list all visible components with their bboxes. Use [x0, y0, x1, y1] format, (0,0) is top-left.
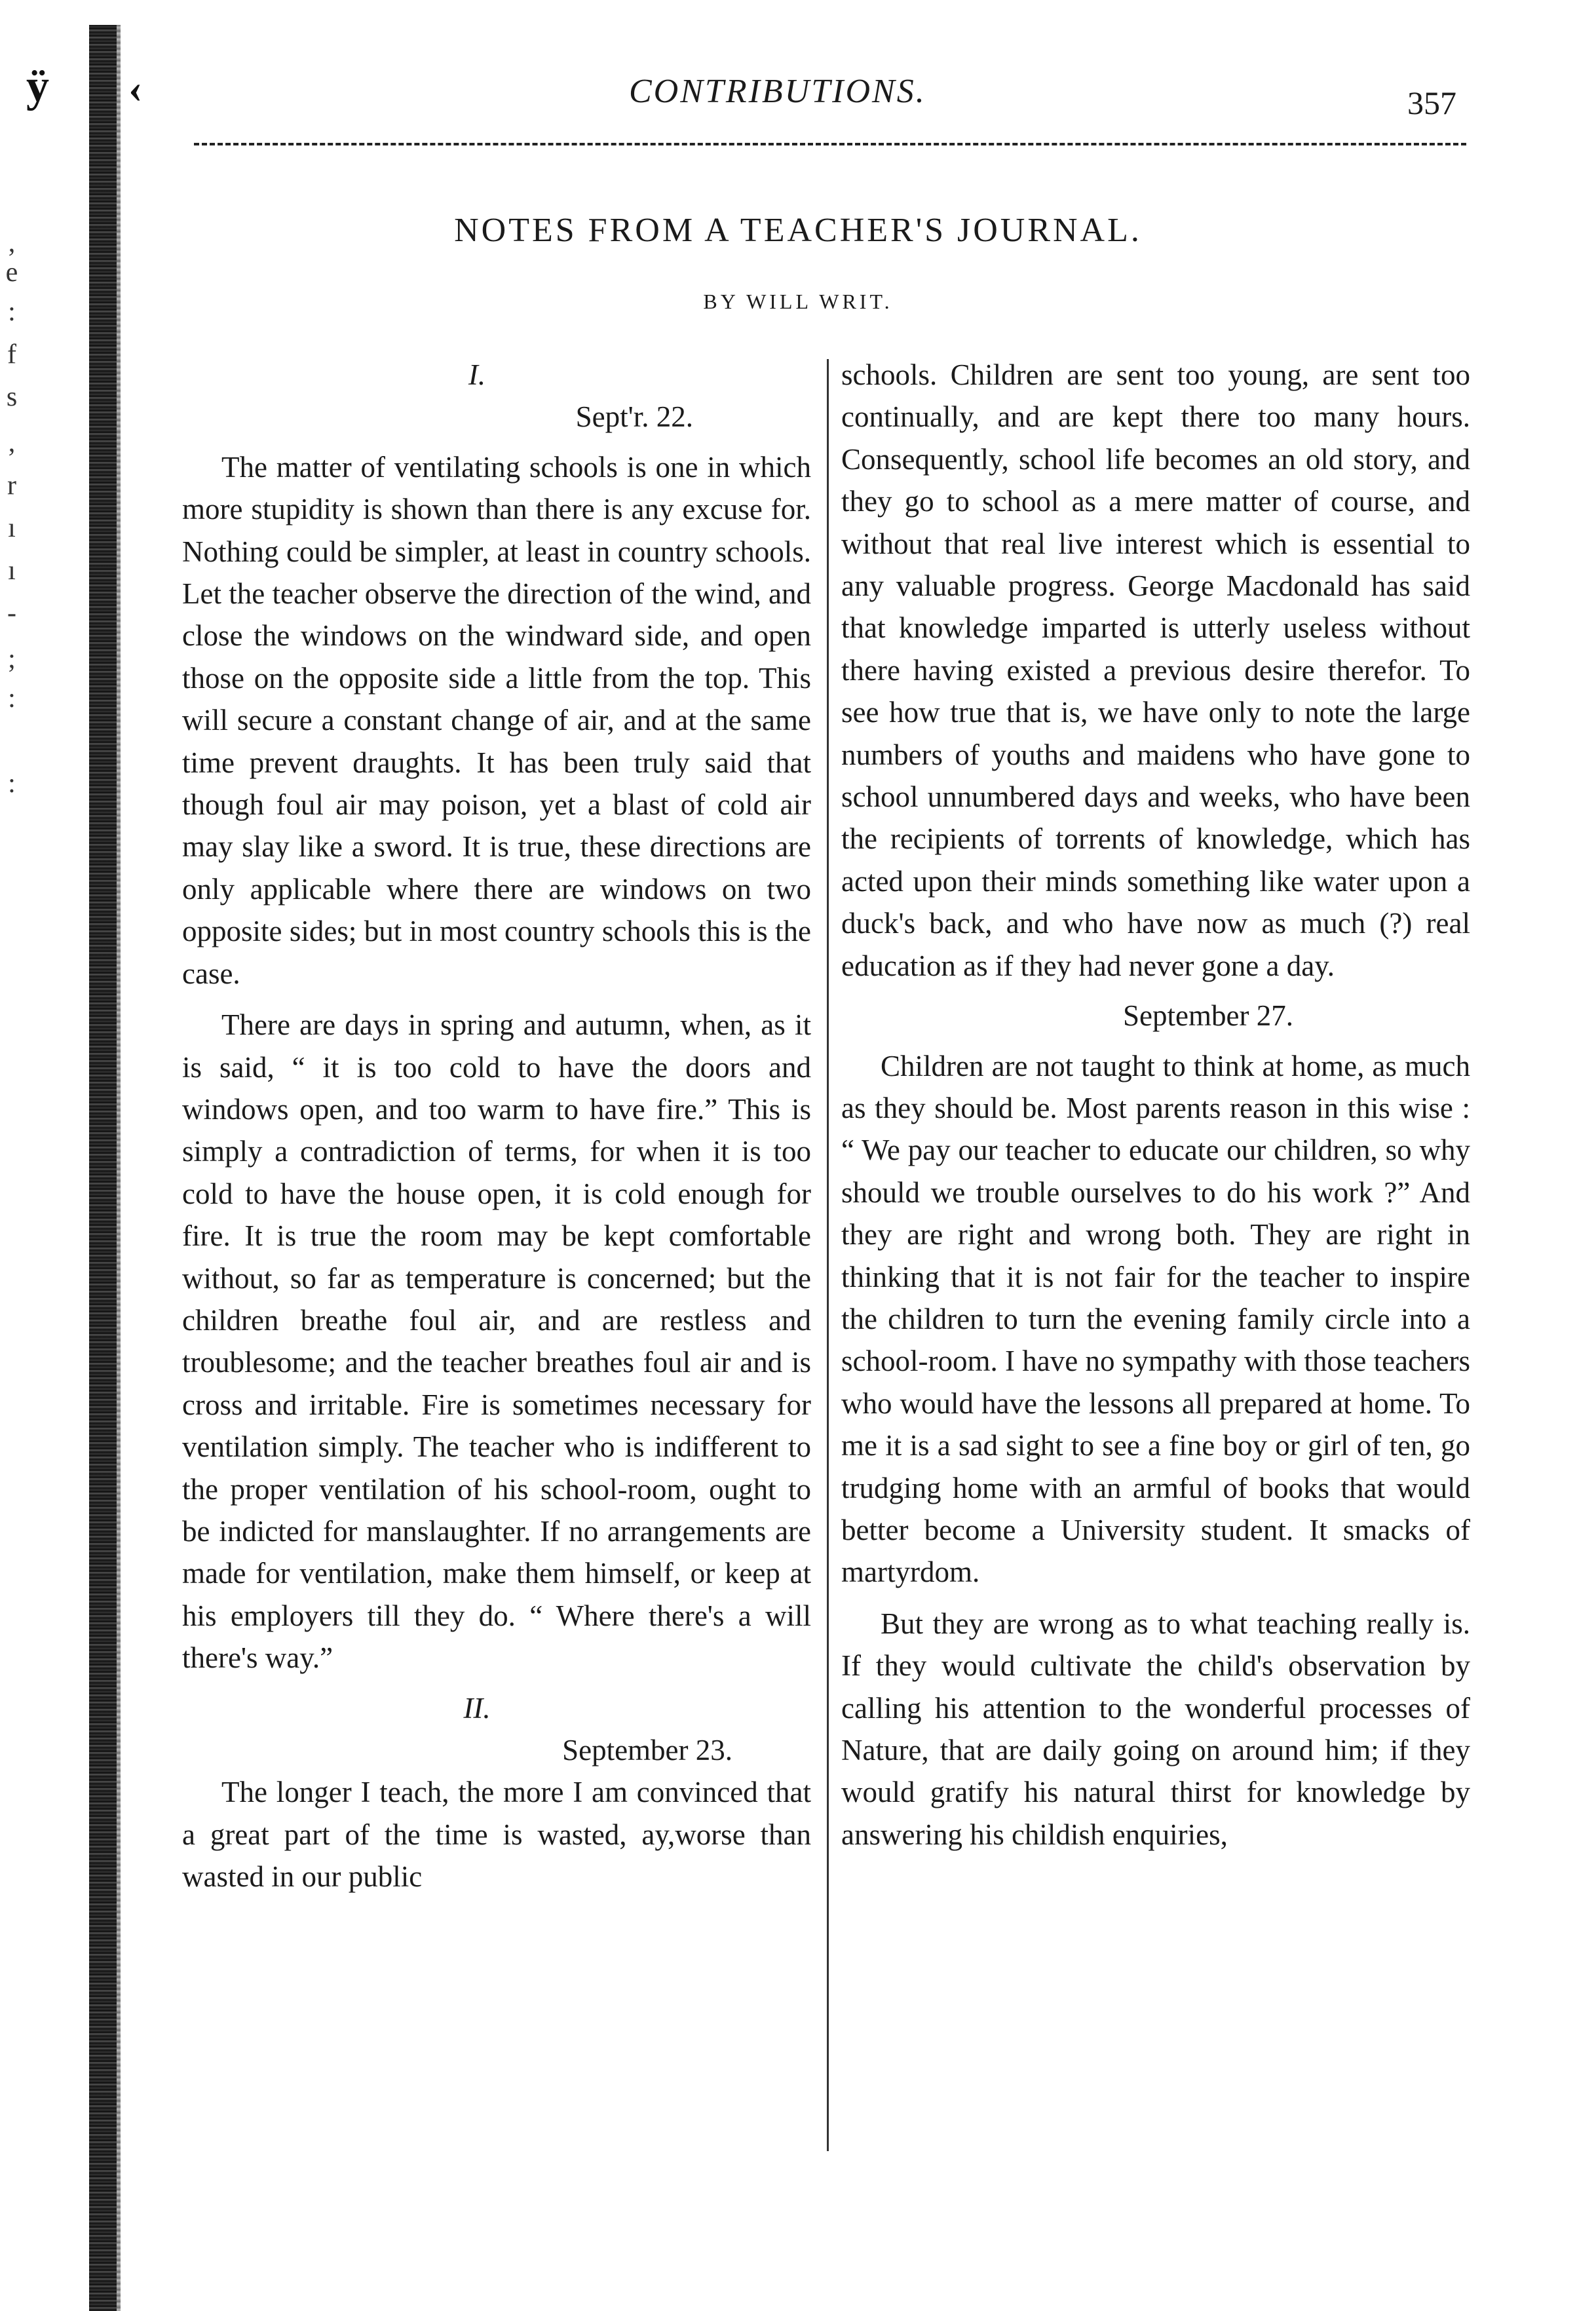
margin-char: , [8, 228, 16, 258]
page-number: 357 [1407, 85, 1456, 121]
binding-strip [89, 25, 117, 2311]
margin-mark: ÿ [26, 61, 49, 111]
paragraph: But they are wrong as to what teaching really is. If they would cultivate the child's observation by calling his attention to the wonderful processes of Nature, that are daily going on around him; if they would gratify his natural thirst for knowledge by answering his childish enquiries, [841, 1607, 1470, 1851]
margin-char: r [7, 470, 16, 501]
margin-char: ; [8, 644, 16, 674]
margin-char: , [8, 428, 16, 458]
margin-char: - [7, 598, 16, 628]
margin-char: f [7, 339, 16, 370]
margin-char: : [8, 769, 16, 799]
margin-char: : [8, 683, 16, 714]
article-title: NOTES FROM A TEACHER'S JOURNAL. [454, 212, 1142, 249]
right-column [841, 354, 1470, 1856]
left-column [182, 354, 811, 1898]
margin-char: s [6, 382, 18, 412]
running-head: CONTRIBUTIONS. [629, 73, 926, 110]
entry-numeral: I. [468, 358, 486, 391]
entry-numeral: II. [463, 1691, 491, 1725]
entry-date: September 27. [1123, 999, 1293, 1033]
column-rule [827, 359, 829, 2151]
margin-char: ı [8, 513, 16, 543]
entry-date: Sept'r. 22. [575, 400, 693, 434]
header-rule [194, 143, 1466, 145]
paragraph: schools. Children are sent too young, are sent too continually, and are kept there too many hours. Consequently, school life becomes an old story, and they go to school as a mere matter of course, and without that real live interest which is essential to any valuable progress. George Macdonald has said that knowledge imparted is utterly useless without there having existed a previous desire therefor. To see how true that is, we have only to note the large numbers of youths and maidens who have gone to school unnumbered days and weeks, who have been the recipients of torrents of knowledge, which has acted upon their minds something like water upon a duck's back, and who have now as much (?) real education as if they had never gone a day. [841, 358, 1470, 982]
paragraph: The longer I teach, the more I am convinced that a great part of the time is wasted, ay,worse than wasted in our public [182, 1776, 811, 1894]
margin-char: ı [8, 556, 16, 586]
margin-tick: ‹ [128, 65, 143, 111]
paragraph: The matter of ventilating schools is one in which more stupidity is shown than there is any excuse for. Nothing could be simpler, at least in country schools. Let the teacher observe the direction of the wind, and close the windows on the windward side, and open those on the opposite side a little from the top. This will secure a constant change of air, and at the same time prevent draughts. It has been truly said that though foul air may poison, yet a blast of cold air may slay like a sword. It is true, these directions are only applicable where there are windows on two opposite sides; but in most country schools this is the case. [182, 450, 811, 990]
margin-char: : [8, 297, 16, 327]
binding-edge [117, 25, 121, 2311]
paragraph: Children are not taught to think at home, as much as they should be. Most parents reason in this wise : “ We pay our teacher to educate our children, so why should we trouble ourselves to do his work ?” And they are right and wrong both. They are right in thinking that it is not fair for the teacher to inspire the children to turn the evening family circle into a school-room. I have no sympathy with those teachers who would have the lessons all prepared at home. To me it is a sad sight to see a fine boy or girl of ten, go trudging home with an armful of books that would better become a University student. It smacks of martyrdom. [841, 1049, 1470, 1589]
entry-date: September 23. [562, 1734, 732, 1767]
byline: BY WILL WRIT. [703, 290, 893, 313]
paragraph: There are days in spring and autumn, when, as it is said, “ it is too cold to have the doors and windows open, and too warm to have fire.” This is simply a contradiction of terms, for when it is too cold to have the house open, it is cold enough for fire. It is true the room may be kept comfortable without, so far as temperature is concerned; but the children breathe foul air, and are restless and troublesome; and the teacher breathes foul air and is cross and irritable. Fire is sometimes necessary for ventilation simply. The teacher who is indifferent to the proper ventilation of his school-room, ought to be indicted for manslaughter. If no arrangements are made for ventilation, make them himself, or keep at his employers till they do. “ Where there's a will there's way.” [182, 1008, 811, 1675]
margin-char: e [5, 258, 18, 288]
